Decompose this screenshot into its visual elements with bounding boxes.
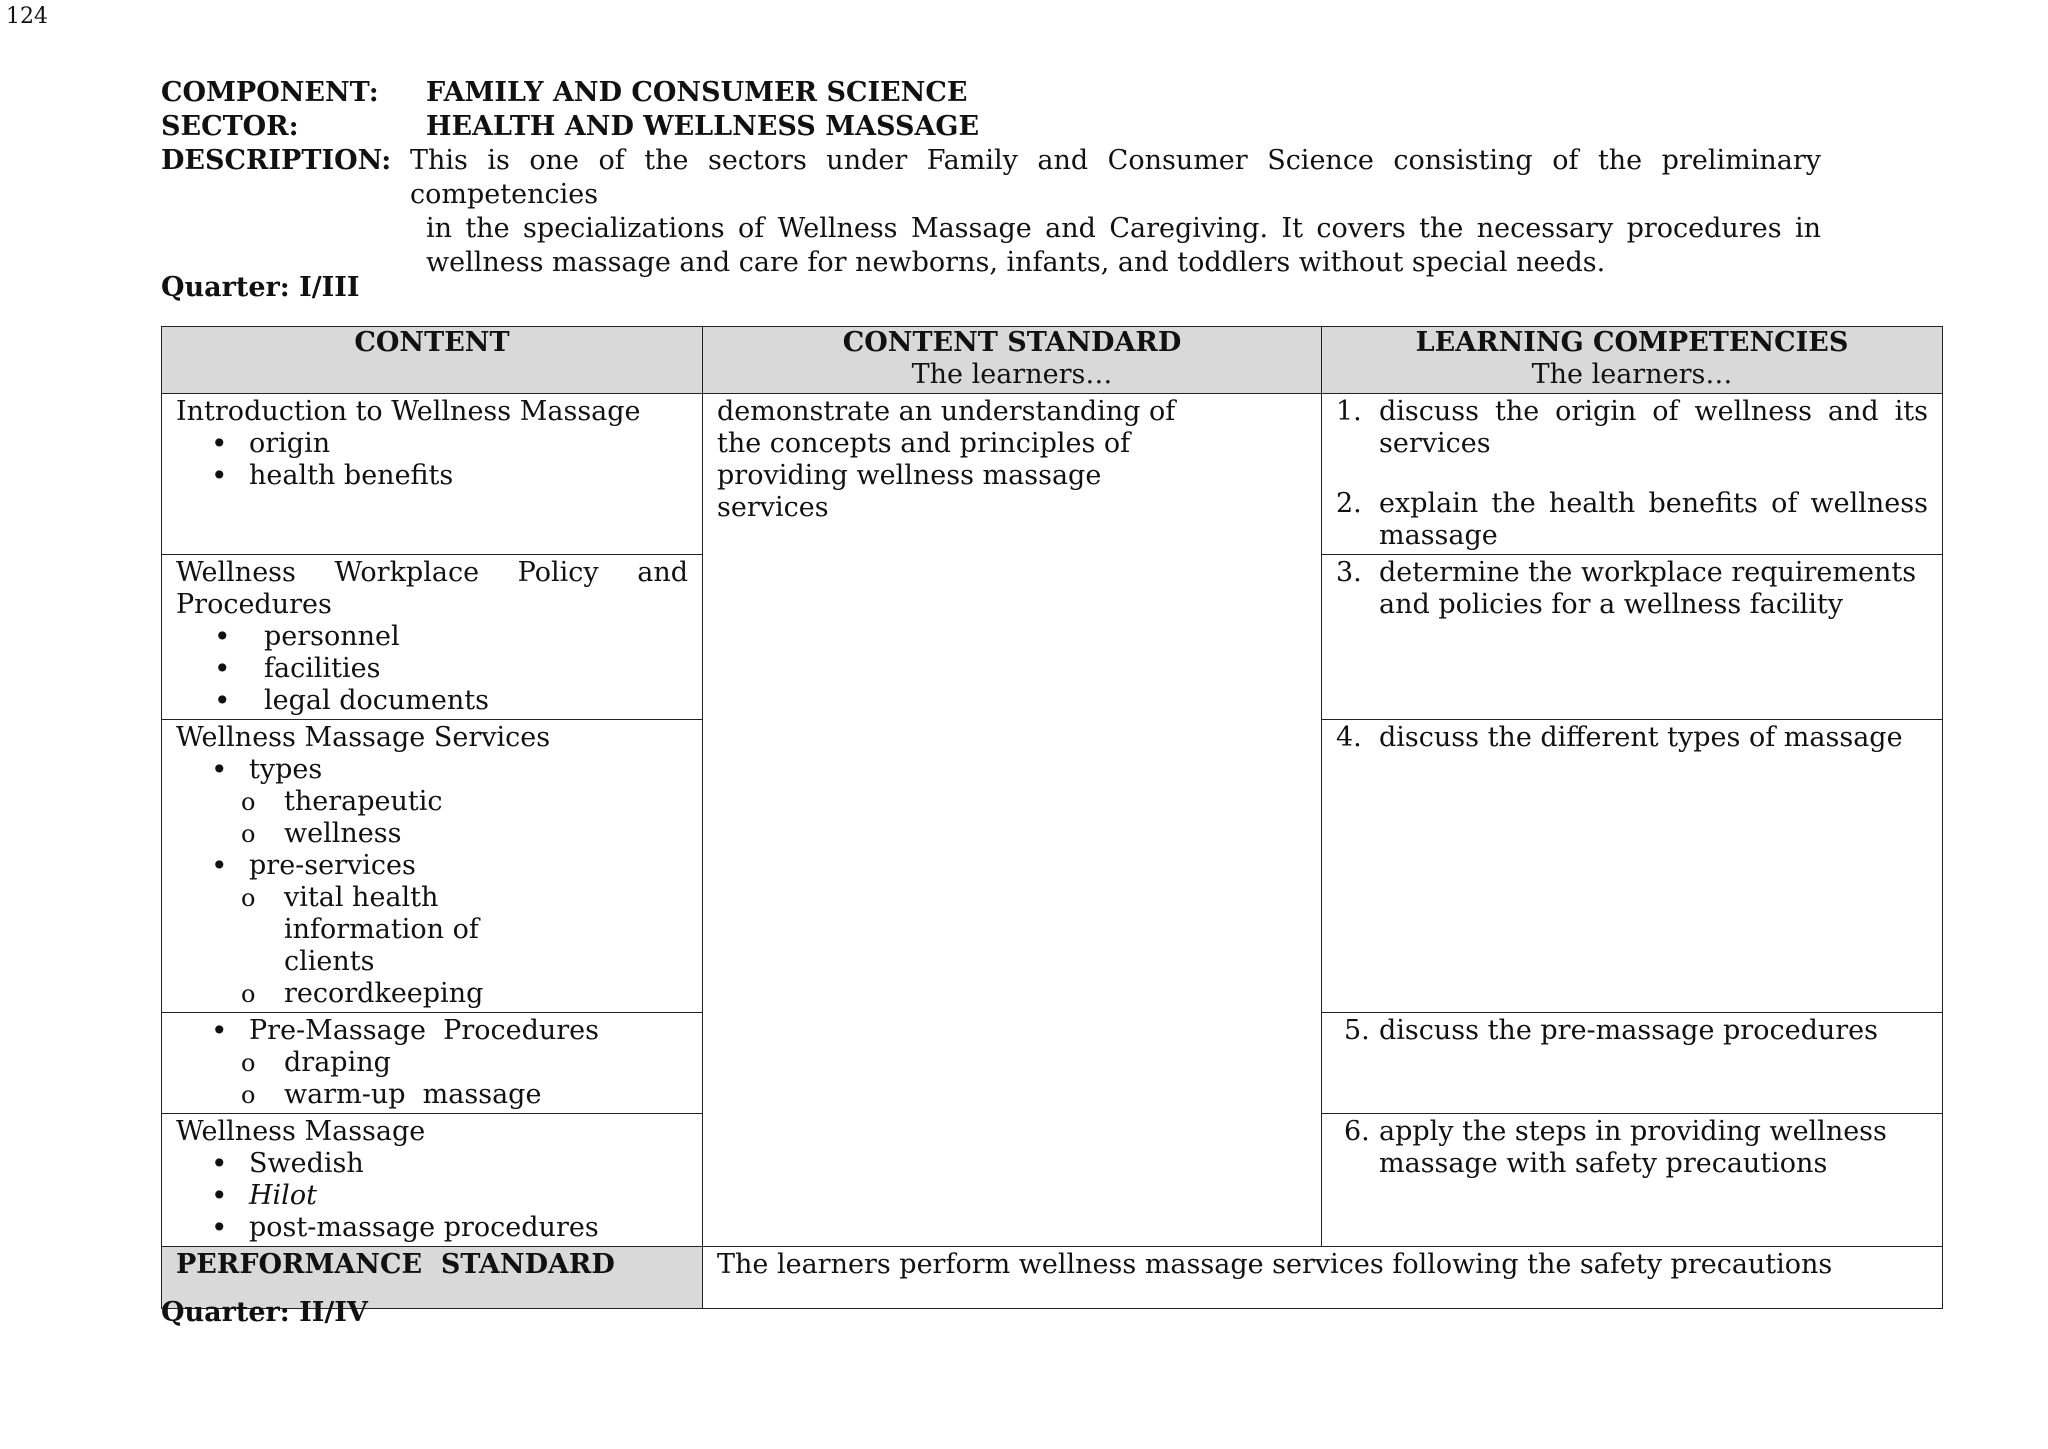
content-cell <box>162 1013 703 1114</box>
content-cell <box>162 555 703 720</box>
page-number: 124 <box>6 4 48 29</box>
description-row <box>161 144 1821 280</box>
sector-label: SECTOR: <box>161 111 299 142</box>
table-row <box>162 394 1943 555</box>
sub-list-item: o wellness <box>176 818 688 850</box>
description-line-1: This is one of the sectors under Family and Consumer Science consisting of the preliminary competencies <box>410 145 1821 210</box>
content-title-cont: Procedures <box>176 589 332 620</box>
header-content-standard-sub: The learners… <box>911 359 1113 390</box>
competency-cell <box>1322 394 1943 555</box>
list-item: • post-massage procedures <box>176 1212 688 1244</box>
performance-standard-row <box>162 1247 1943 1309</box>
content-title: Wellness Massage <box>176 1116 426 1147</box>
competency-item: 1. discuss the origin of wellness and its services <box>1336 396 1928 459</box>
competency-item: 2. explain the health benefits of wellness massage <box>1336 488 1928 551</box>
content-cell <box>162 394 703 555</box>
competency-item: 6. apply the steps in providing wellness massage with safety precautions <box>1344 1116 1887 1179</box>
header-content-standard: CONTENT STANDARD The learners… <box>703 327 1322 394</box>
quarter-heading-2: Quarter: II/IV <box>161 1297 368 1328</box>
curriculum-table <box>161 326 1943 1309</box>
component-label: COMPONENT: <box>161 77 379 108</box>
list-item: • origin <box>176 428 688 460</box>
curriculum-header <box>161 76 1821 280</box>
content-title: Wellness Workplace Policy and <box>176 557 688 588</box>
competency-cell <box>1322 1013 1943 1114</box>
content-standard-cell <box>703 394 1322 1247</box>
description-line-2: in the specializations of Wellness Massage and Caregiving. It covers the necessary procedures in <box>426 213 1821 244</box>
list-item: • personnel <box>176 621 688 653</box>
performance-standard-label: PERFORMANCE STANDARD <box>162 1247 703 1309</box>
content-cell <box>162 1114 703 1247</box>
competency-cell <box>1322 1114 1943 1247</box>
competency-item: 3. determine the workplace requirements and policies for a wellness facility <box>1336 557 1917 620</box>
competency-cell <box>1322 555 1943 720</box>
content-title: Wellness Massage Services <box>176 722 551 753</box>
competency-item: 4. discuss the different types of massage <box>1336 722 1903 753</box>
description-text <box>410 144 1821 280</box>
performance-standard-text: The learners perform wellness massage services following the safety precautions <box>703 1247 1943 1309</box>
list-item: • Pre-Massage Procedures <box>176 1015 688 1047</box>
sector-row <box>161 110 1821 144</box>
sub-list-item: o therapeutic <box>176 786 688 818</box>
content-standard-text: demonstrate an understanding of the concepts and principles of providing wellness massage services <box>717 396 1176 523</box>
list-item: • health benefits <box>176 460 688 492</box>
description-label: DESCRIPTION: <box>161 145 392 176</box>
header-learning-competencies: LEARNING COMPETENCIES The learners… <box>1322 327 1943 394</box>
quarter-heading-1: Quarter: I/III <box>161 272 360 303</box>
header-learning-competencies-sub: The learners… <box>1531 359 1733 390</box>
competency-cell <box>1322 720 1943 1013</box>
content-cell <box>162 720 703 1013</box>
description-line-3: wellness massage and care for newborns, infants, and toddlers without special needs. <box>426 247 1606 278</box>
component-value: FAMILY AND CONSUMER SCIENCE <box>426 77 968 108</box>
list-item: • legal documents <box>176 685 688 717</box>
list-item: • Swedish <box>176 1148 688 1180</box>
sub-list-item: o draping <box>176 1047 688 1079</box>
competency-item: 5. discuss the pre-massage procedures <box>1344 1015 1878 1046</box>
sub-list-item: o vital health information of clients <box>176 882 564 978</box>
list-item: • pre-services <box>176 850 688 882</box>
list-item: • facilities <box>176 653 688 685</box>
header-content: CONTENT <box>162 327 703 394</box>
sector-value: HEALTH AND WELLNESS MASSAGE <box>426 111 980 142</box>
list-item: • Hilot <box>176 1180 688 1212</box>
table-header-row <box>162 327 1943 394</box>
sub-list-item: o recordkeeping <box>176 978 688 1010</box>
sub-list-item: o warm-up massage <box>176 1079 688 1111</box>
component-row <box>161 76 1821 110</box>
list-item: • types <box>176 754 688 786</box>
content-title: Introduction to Wellness Massage <box>176 396 641 427</box>
